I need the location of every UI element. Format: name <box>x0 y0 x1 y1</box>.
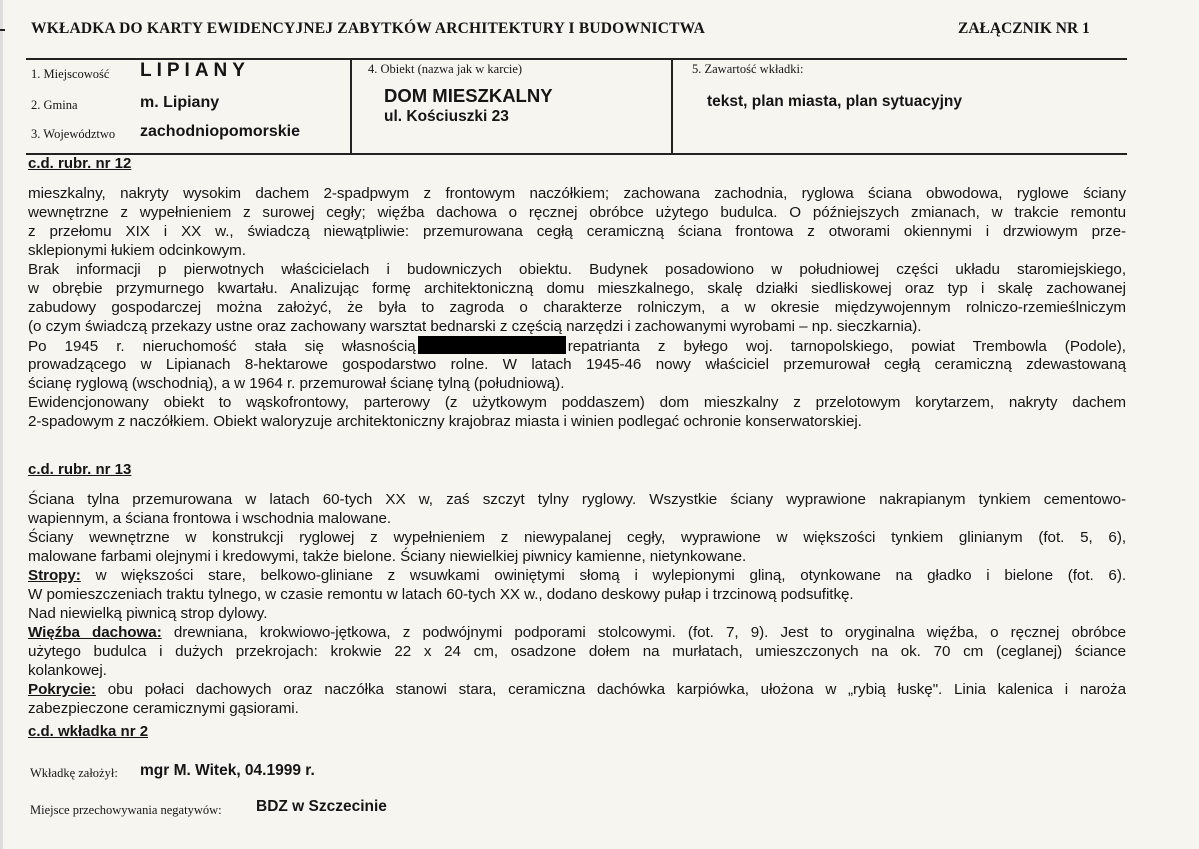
section-12-heading: c.d. rubr. nr 12 <box>28 155 132 172</box>
text-line: kolankowej. <box>28 662 107 679</box>
text-line: (o czym świadczą przekazy ustne oraz zachowany warsztat bednarski z częścią narzędzi i zachowanymi wyrobami – np. sieczkarnia). <box>28 318 922 335</box>
text-line: malowane farbami olejnymi i kredowymi, także bielone. Ściany niewielkiej piwnicy kamienne, nietynkowane. <box>28 548 747 565</box>
text-line: 2-spadowym z naczółkiem. Obiekt waloryzuje architektoniczny krajobraz miasta i winien podlegać ochronie konserwatorskiej. <box>28 413 862 430</box>
ceilings-label: Stropy: <box>28 567 81 584</box>
roofing-line <box>28 680 1126 699</box>
owner-text-before: Po 1945 r. nieruchomość stała się własnością <box>28 338 416 355</box>
text-line: zabezpieczone ceramicznymi gąsiorami. <box>28 700 299 717</box>
text-line: użytego budulca i dużych przekrojach: krokwie 22 x 24 cm, osadzone dołem na murłatach, umieszczonych na ok. 70 cm (ceglanej) ściance <box>28 643 1126 660</box>
commune-label: 2. Gmina <box>31 98 78 112</box>
author-label: Wkładkę założył: <box>30 766 118 780</box>
ceilings-line <box>28 566 1126 585</box>
text-line: sklepionymi łukiem odcinkowym. <box>28 242 246 259</box>
roofing-text: obu połaci dachowych oraz naczółka stanowi stara, ceramiczna dachówka karpiówka, ułożona w „rybią łuskę". Linia kalenica i naroża <box>95 681 1126 698</box>
text-line: Brak informacji p pierwotnych właścicielach i budowniczych obiektu. Budynek posadowiono w południowej części układu staromiejskiego, <box>28 261 1126 278</box>
redaction-box <box>418 336 566 354</box>
fields-divider-1 <box>350 59 352 154</box>
fields-divider-2 <box>671 59 673 154</box>
contents-label: 5. Zawartość wkładki: <box>692 62 804 76</box>
negatives-label: Miejsce przechowywania negatywów: <box>30 803 222 817</box>
text-line: z przełomu XIX i XX w., świadczą niewątpliwie: przemurowana cegłą ceramiczną ściana frontowa z otworami okiennymi i drzwiowym prze- <box>28 223 1126 240</box>
roofing-label: Pokrycie: <box>28 681 96 698</box>
owner-line <box>28 336 1126 355</box>
object-address: ul. Kościuszki 23 <box>384 108 509 125</box>
text-line: prowadzącego w Lipianach 8-hektarowe gospodarstwo rolne. W latach 1945-46 nowy właściciel przemurował cegłą ceramiczną zdewastowaną <box>28 356 1126 373</box>
truss-label: Więźba dachowa: <box>28 624 162 641</box>
commune-value: m. Lipiany <box>140 94 220 111</box>
corner-tick <box>0 29 5 31</box>
document-title: WKŁADKA DO KARTY EWIDENCYJNEJ ZABYTKÓW ARCHITEKTURY I BUDOWNICTWA <box>31 20 706 37</box>
text-line: mieszkalny, nakryty wysokim dachem 2-spadpwym z frontowym naczółkiem; zachowana zachodnia, ryglowa ściana obwodowa, ryglowe ściany <box>28 185 1126 202</box>
text-line: Ściana tylna przemurowana w latach 60-tych XX w, zaś szczyt tylny ryglowy. Wszystkie ściany wyprawione nakrapianym tynkiem cementowo- <box>28 491 1126 508</box>
fields-bottom-border <box>26 153 1127 155</box>
voivodeship-label: 3. Województwo <box>31 127 116 141</box>
text-line: ścianę ryglową (wschodnią), a w 1964 r. przemurował ścianę tylną (południową). <box>28 375 565 392</box>
section-13-text <box>28 490 1126 718</box>
text-line: Ściany wewnętrzne w konstrukcji ryglowej z wypełnieniem z niewypalanej cegły, wyprawione w większości tynkiem glinianym (fot. 5, 6), <box>28 529 1126 546</box>
text-line: wapiennym, a ściana frontowa i wschodnia malowane. <box>28 510 392 527</box>
text-line: wewnętrzne z wypełnieniem z surowej cegły; więźba dachowa o ręcznej obróbce użytego budulca. O późniejszych zmianach, w trakcie remontu <box>28 204 1126 221</box>
negatives-value: BDZ w Szczecinie <box>256 798 387 815</box>
section-13-heading: c.d. rubr. nr 13 <box>28 461 132 478</box>
locality-label: 1. Miejscowość <box>31 67 110 81</box>
locality-value: LIPIANY <box>140 60 250 81</box>
text-line: Nad niewielką piwnicą strop dylowy. <box>28 605 268 622</box>
text-line: Ewidencjonowany obiekt to wąskofrontowy, parterowy (z użytkowym poddaszem) dom mieszkalny z przelotowym korytarzem, nakryty dachem <box>28 394 1126 411</box>
voivodeship-value: zachodniopomorskie <box>140 123 301 140</box>
truss-line <box>28 623 1126 642</box>
annex-number: ZAŁĄCZNIK NR 1 <box>958 20 1090 37</box>
continued-note: c.d. wkładka nr 2 <box>28 723 149 740</box>
text-line: W pomieszczeniach traktu tylnego, w czasie remontu w latach 60-tych XX w., dodano deskowy pułap i trzcinową podsufitkę. <box>28 586 854 603</box>
section-12-text <box>28 184 1126 431</box>
contents-value: tekst, plan miasta, plan sytuacyjny <box>707 93 962 110</box>
object-name: DOM MIESZKALNY <box>384 85 553 106</box>
owner-text-after: repatrianta z byłego woj. tarnopolskiego, powiat Trembowla (Podole), <box>567 338 1126 355</box>
left-edge <box>0 0 3 849</box>
author-value: mgr M. Witek, 04.1999 r. <box>140 762 315 779</box>
text-line: w obrębie przymurnego kwartału. Analizując formę architektoniczną domu mieszkalnego, skalę działki siedliskowej oraz typ i skalę zachowanej <box>28 280 1126 297</box>
ceilings-text: w większości stare, belkowo-gliniane z wsuwkami owiniętymi słomą i wylepionymi gliną, otynkowane na gładko i bielone (fot. 6). <box>80 567 1126 584</box>
truss-text: drewniana, krokwiowo-jętkowa, z podwójnymi podporami stolcowymi. (fot. 7, 9). Jest to oryginalna więźba, o ręcznej obróbce <box>161 624 1126 641</box>
object-label: 4. Obiekt (nazwa jak w karcie) <box>368 62 523 76</box>
text-line: zabudowy gospodarczej można założyć, że była to zagroda o charakterze rolniczym, a w okresie międzywojennym rolniczo-rzemieślniczym <box>28 299 1126 316</box>
